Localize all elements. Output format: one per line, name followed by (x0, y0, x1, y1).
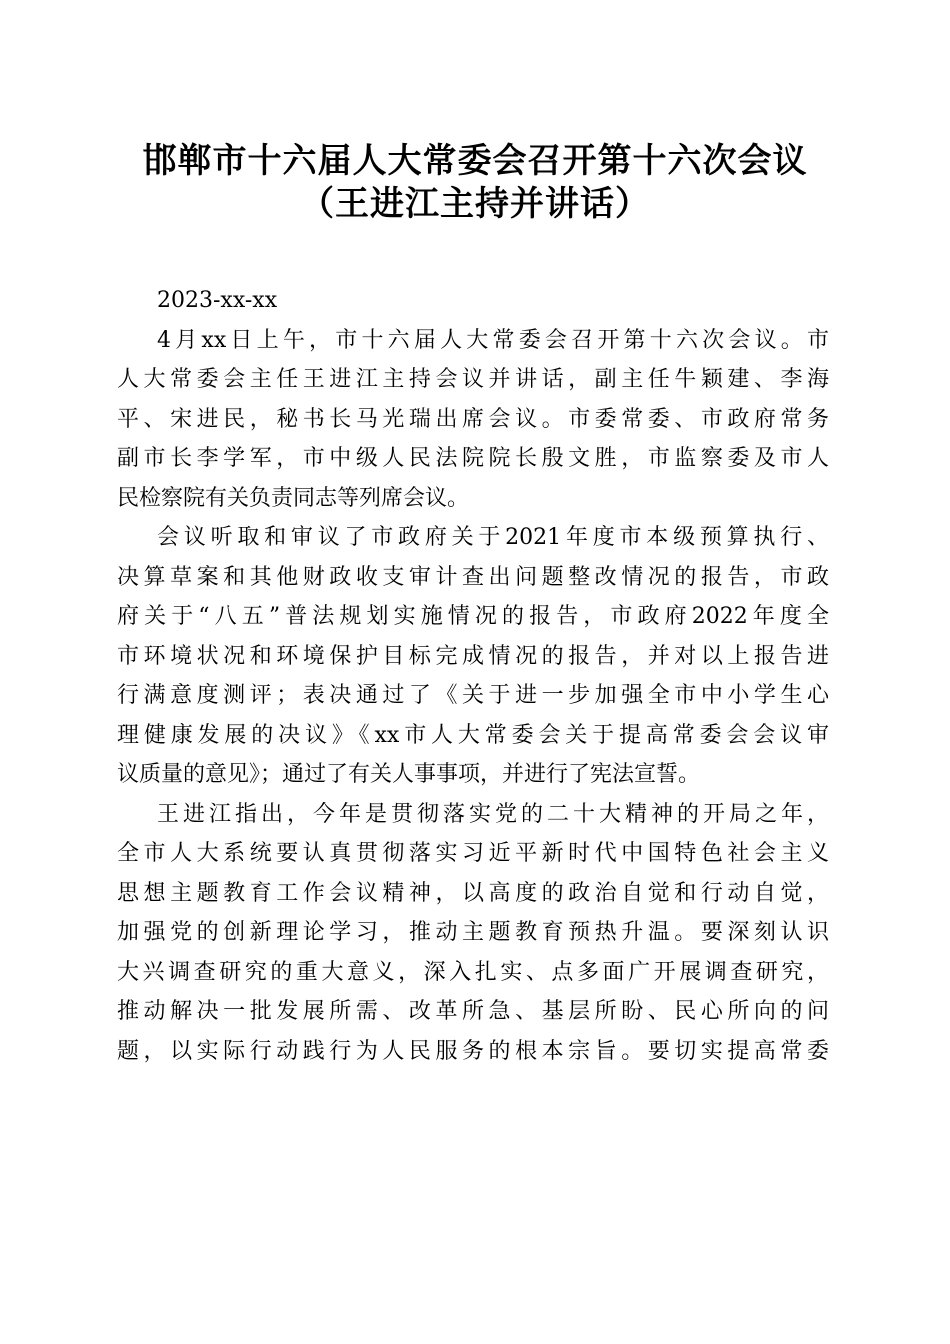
paragraph-line: 民检察院有关负责同志等列席会议。 (117, 485, 470, 511)
paragraph-line: 全市人大系统要认真贯彻落实习近平新时代中国特色社会主义 (117, 841, 829, 866)
paragraph-line: 推动解决一批发展所需、改革所急、基层所盼、民心所向的问 (117, 999, 829, 1024)
paragraph-line: 大兴调查研究的重大意义，深入扎实、点多面广开展调查研究， (117, 959, 829, 985)
paragraph-2 (117, 518, 829, 795)
paragraph-line: 理健康发展的决议》《xx市人大常委会关于提高常委会会议审 (117, 722, 829, 748)
paragraph-line: 府关于“八五”普法规划实施情况的报告，市政府2022年度全 (117, 604, 829, 629)
paragraph-line: 会议听取和审议了市政府关于2021年度市本级预算执行、 (157, 525, 829, 550)
paragraph-1 (117, 321, 829, 519)
paragraph-line: 市环境状况和环境保护目标完成情况的报告，并对以上报告进 (117, 643, 829, 669)
paragraph-3 (117, 795, 829, 1072)
paragraph-line: 王进江指出，今年是贯彻落实党的二十大精神的开局之年， (157, 801, 829, 827)
paragraph-line: 思想主题教育工作会议精神，以高度的政治自觉和行动自觉， (117, 880, 829, 906)
document-title (0, 140, 950, 226)
title-line-1: 邯郸市十六届人大常委会召开第十六次会议 (142, 141, 808, 181)
document-date: 2023-xx-xx (157, 288, 278, 313)
paragraph-line: 题，以实际行动践行为人民服务的根本宗旨。要切实提高常委 (117, 1038, 829, 1064)
paragraph-line: 加强党的创新理论学习，推动主题教育预热升温。要深刻认识 (117, 920, 829, 945)
title-line-2: （王进江主持并讲话） (300, 184, 650, 224)
paragraph-line: 议质量的意见》；通过了有关人事事项，并进行了宪法宣誓。 (117, 762, 701, 787)
document-body (117, 281, 829, 1071)
paragraph-line: 平、宋进民，秘书长马光瑞出席会议。市委常委、市政府常务 (117, 406, 829, 432)
paragraph-line: 人大常委会主任王进江主持会议并讲话，副主任牛颖建、李海 (117, 367, 829, 392)
paragraph-line: 行满意度测评；表决通过了《关于进一步加强全市中小学生心 (117, 683, 829, 708)
paragraph-line: 副市长李学军，市中级人民法院院长殷文胜，市监察委及市人 (117, 446, 829, 471)
paragraph-line: 决算草案和其他财政收支审计查出问题整改情况的报告，市政 (117, 564, 829, 590)
paragraph-line: 4月xx日上午，市十六届人大常委会召开第十六次会议。市 (157, 327, 829, 353)
